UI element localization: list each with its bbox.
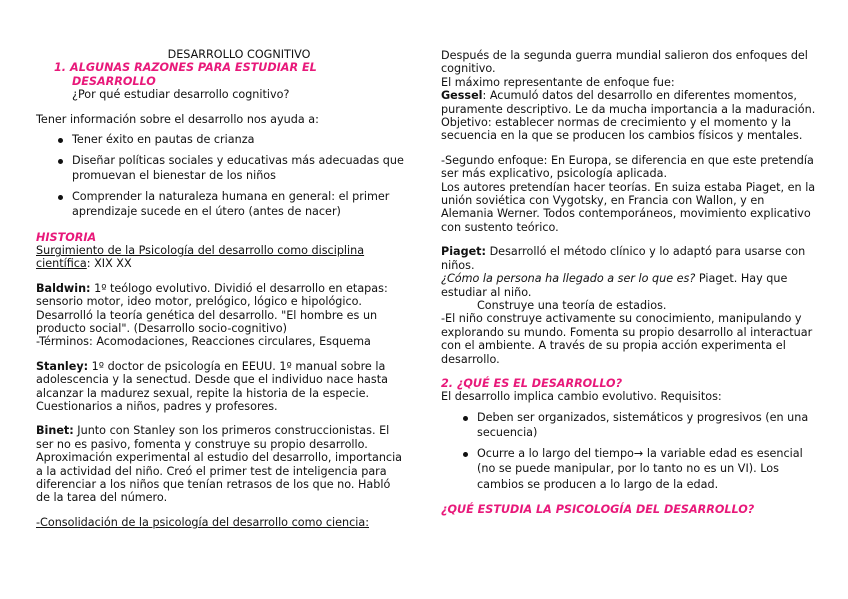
binet-name: Binet: <box>36 424 74 438</box>
list-item <box>36 132 406 148</box>
bullet-icon <box>58 195 63 200</box>
section-1-title-b: DESARROLLO <box>72 74 156 88</box>
section-1-number: 1. <box>54 61 67 75</box>
implica-line: El desarrollo implica cambio evolutivo. Requisitos: <box>441 390 722 404</box>
reasons-list <box>36 132 406 220</box>
list-item-text: Ocurre a lo largo del tiempo→ la variable edad es esencial (no se puede manipular, por lo tanto no es un VI). Los cambios se producen a lo largo de la edad. <box>477 446 803 491</box>
right-column <box>441 49 816 517</box>
spacer <box>441 234 816 245</box>
piaget-question: ¿Cómo la persona ha llegado a ser lo que es? <box>441 272 696 286</box>
piaget-question-line <box>441 272 816 299</box>
section-2-heading: 2. ¿QUÉ ES EL DESARROLLO? <box>441 376 623 390</box>
section-1-heading <box>36 61 406 74</box>
intro-text: Tener información sobre el desarrollo nos ayuda a: <box>36 112 319 126</box>
baldwin-name: Baldwin: <box>36 281 91 295</box>
list-item <box>36 189 406 220</box>
gessel-paragraph <box>441 89 816 143</box>
requisitos-list <box>441 410 816 493</box>
section-1-question: ¿Por qué estudiar desarrollo cognitivo? <box>72 88 290 102</box>
binet-paragraph <box>36 424 406 504</box>
construye-line: Construye una teoría de estadios. <box>477 298 667 312</box>
segundo-enfoque: -Segundo enfoque: En Europa, se diferencia en que este pretendía ser más explicativo, psicología aplicada. <box>441 153 814 181</box>
list-item-text: Tener éxito en pautas de crianza <box>72 133 255 147</box>
list-item-text: Deben ser organizados, sistemáticos y progresivos (en una secuencia) <box>477 410 809 440</box>
baldwin-terms: -Términos: Acomodaciones, Reacciones circulares, Esquema <box>36 335 371 349</box>
document-title: DESARROLLO COGNITIVO <box>167 48 311 61</box>
stanley-name: Stanley: <box>36 359 89 373</box>
bullet-icon <box>58 138 63 143</box>
piaget-after: Piaget. Hay que estudiar al niño. <box>441 272 788 299</box>
stanley-paragraph <box>36 360 406 414</box>
surgimiento-line <box>36 244 406 271</box>
spacer <box>441 143 816 154</box>
spacer <box>36 102 406 113</box>
surgimiento-underlined: Surgimiento de la Psicología del desarrollo como disciplina científica <box>36 243 365 271</box>
piaget-text: Desarrolló el método clínico y lo adaptó para usarse con niños. <box>441 245 806 272</box>
left-column <box>36 48 406 529</box>
section-3-heading: ¿QUÉ ESTUDIA LA PSICOLOGÍA DEL DESARROLLO? <box>441 503 755 517</box>
spacer <box>36 271 406 282</box>
baldwin-paragraph <box>36 282 406 336</box>
list-item <box>36 153 406 184</box>
nino-paragraph: -El niño construye activamente su conocimiento, manipulando y explorando su mundo. Fomenta su propio desarrollo al interactuar con el ambiente. A través de su propia acción experimenta el desarrollo. <box>441 312 813 366</box>
piaget-paragraph <box>441 245 816 272</box>
historia-heading: HISTORIA <box>36 230 97 244</box>
representante-line: El máximo representante de enfoque fue: <box>441 75 675 89</box>
spacer <box>36 505 406 516</box>
spacer <box>441 366 816 377</box>
binet-text: Junto con Stanley son los primeros construccionistas. El ser no es pasivo, fomenta y construye su propio desarrollo. Aproximación experimental al estudio del desarrollo, importancia a la actividad del niño. Creó el primer test de inteligencia para diferenciar a los niños que tenían retrasos de los que no. Habló de la tarea del número. <box>36 424 403 505</box>
bullet-icon <box>463 416 468 421</box>
section-1-title-a: ALGUNAS RAZONES PARA ESTUDIAR EL <box>70 61 317 75</box>
list-item <box>441 410 816 441</box>
spacer <box>36 349 406 360</box>
stanley-text: 1º doctor de psicología en EEUU. 1º manual sobre la adolescencia y la senectud. Desde que el individuo nace hasta alcanzar la madurez sexual, repite la historia de la especie. Cuestionarios a niños, padres y profesores. <box>36 359 388 413</box>
baldwin-text: 1º teólogo evolutivo. Dividió el desarrollo en etapas: sensorio motor, ideo motor, prelógico, lógico e hipológico. Desarrolló la teoría genética del desarrollo. "El hombre es un producto social". (Desarrollo socio-cognitivo) <box>36 281 388 335</box>
list-item-text: Comprender la naturaleza humana en general: el primer aprendizaje sucede en el útero (antes de nacer) <box>72 189 390 219</box>
piaget-name: Piaget: <box>441 245 487 259</box>
autores-paragraph: Los autores pretendían hacer teorías. En suiza estaba Piaget, en la unión soviética con Vygotsky, en Francia con Wallon, y en Alemania Werner. Todos contemporáneos, movimiento explicativo con sustento teórico. <box>441 180 816 234</box>
bullet-icon <box>463 452 468 457</box>
gessel-name: Gessel <box>441 89 483 103</box>
spacer <box>36 413 406 424</box>
enfoques-paragraph: Después de la segunda guerra mundial salieron dos enfoques del cognitivo. <box>441 49 808 76</box>
bullet-icon <box>58 159 63 164</box>
list-item-text: Diseñar políticas sociales y educativas más adecuadas que promuevan el bienestar de los niños <box>72 153 404 183</box>
list-item <box>441 446 816 493</box>
consolidacion-line: -Consolidación de la psicología del desarrollo como ciencia: <box>36 515 369 529</box>
surgimiento-rest: : XIX XX <box>86 257 132 271</box>
gessel-text: : Acumuló datos del desarrollo en diferentes momentos, puramente descriptivo. Le da mucha importancia a la maduración. Objetivo: establecer normas de crecimiento y el momento y la secuencia en la que se producen los cambios físicos y mentales. <box>441 89 816 143</box>
